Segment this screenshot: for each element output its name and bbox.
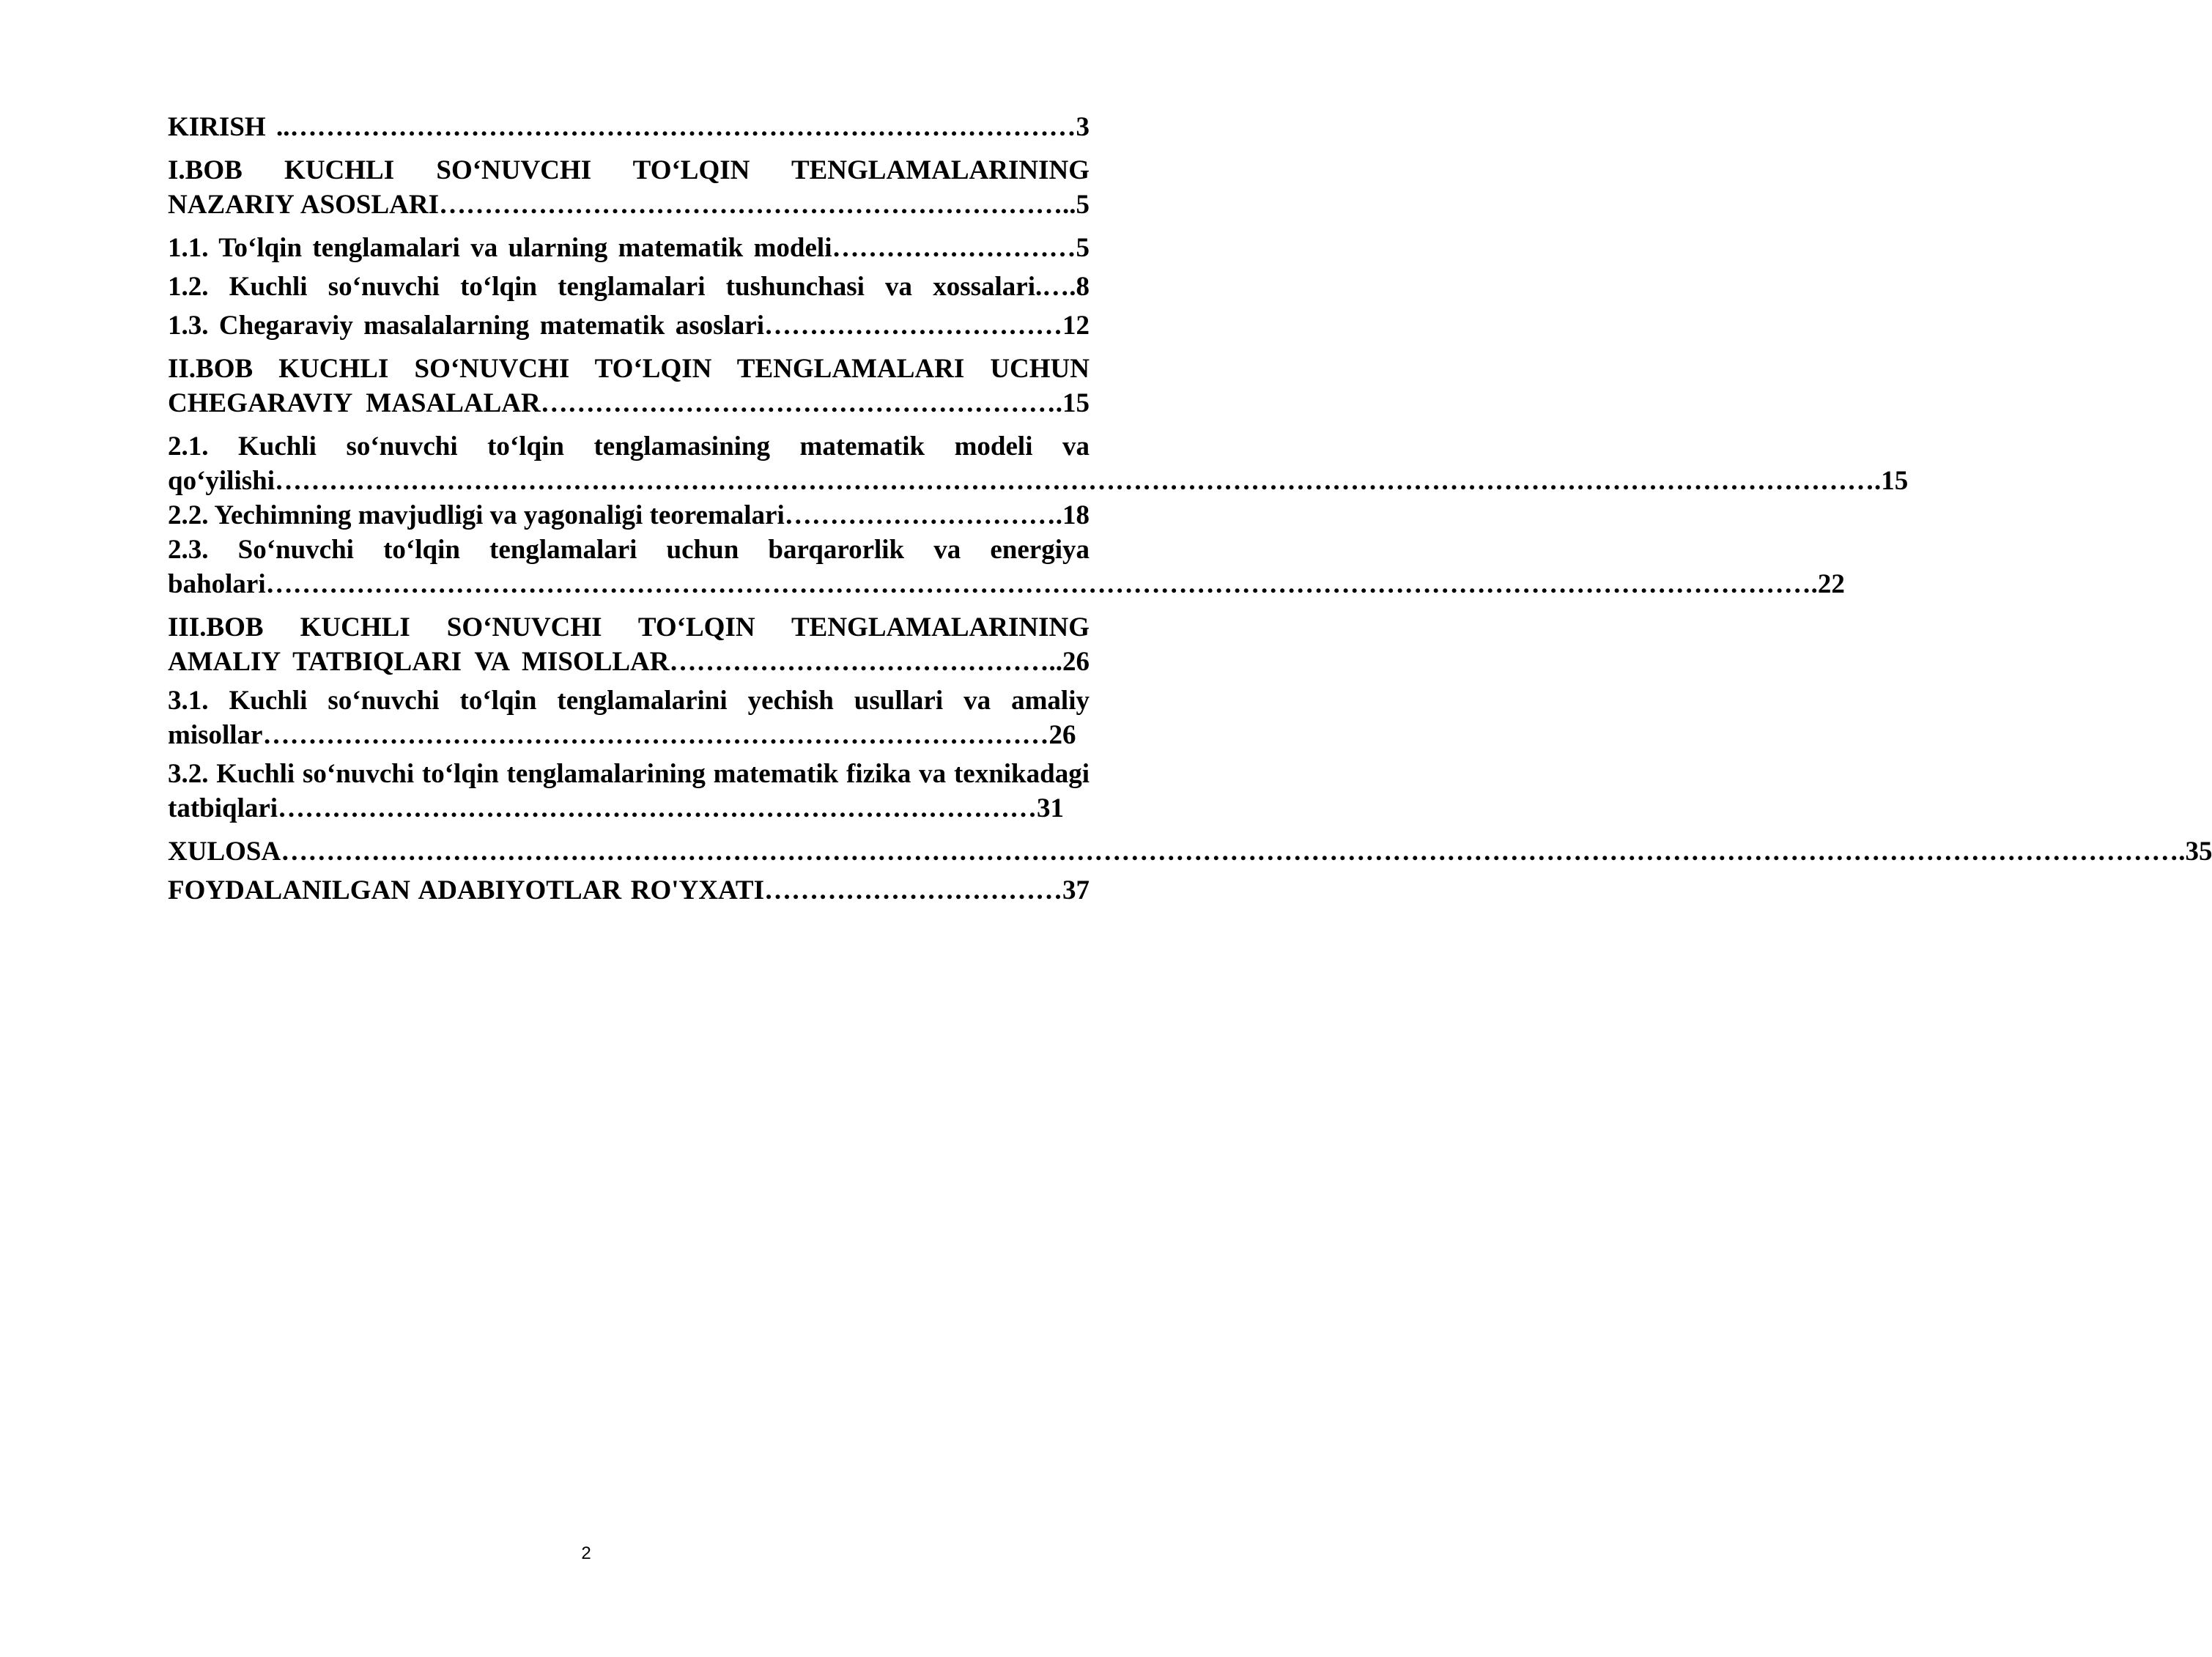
toc-section-3-2-line-2[interactable]: tatbiqlari…………………………………………………………………………31 [168, 793, 1065, 823]
toc-chapter-2-title-line-1[interactable]: II.BOB KUCHLI SO‘NUVCHI TO‘LQIN TENGLAMALARI UCHUN [168, 354, 1090, 384]
toc-section-2-1-line-1[interactable]: 2.1. Kuchli so‘nuvchi to‘lqin tenglamasining matematik modeli va [168, 431, 1090, 461]
toc-section-3-1-line-1[interactable]: 3.1. Kuchli so‘nuvchi to‘lqin tenglamalarini yechish usullari va amaliy [168, 686, 1090, 716]
toc-section-1-2[interactable]: 1.2. Kuchli so‘nuvchi to‘lqin tenglamalari tushunchasi va xossalari.….8 [168, 272, 1090, 302]
toc-section-2-1-line-2[interactable]: qo‘yilishi…………………………………………………………………………………………………………………………………………………………….15 [168, 466, 1909, 496]
toc-entry-kirish[interactable]: KIRISH ..……………………………………………………………………………3 [168, 112, 1090, 142]
toc-chapter-3-title-line-1[interactable]: III.BOB KUCHLI SO‘NUVCHI TO‘LQIN TENGLAMALARINING [168, 612, 1090, 642]
toc-chapter-3-title-line-2[interactable]: AMALIY TATBIQLARI VA MISOLLAR……………………………………..26 [168, 647, 1090, 677]
toc-section-3-1-line-2[interactable]: misollar……………………………………………………………………………26 [168, 720, 1076, 750]
toc-chapter-2-title-line-2[interactable]: CHEGARAVIY MASALALAR………………………………………………….15 [168, 388, 1090, 418]
toc-section-2-2[interactable]: 2.2. Yechimning mavjudligi va yagonaligi teoremalari………………………….18 [168, 500, 1090, 530]
toc-section-1-1[interactable]: 1.1. To‘lqin tenglamalari va ularning matematik modeli………………………5 [168, 233, 1090, 263]
toc-entry-adabiyotlar[interactable]: FOYDALANILGAN ADABIYOTLAR RO'YXATI……………………………37 [168, 875, 1090, 905]
toc-section-3-2-line-1[interactable]: 3.2. Kuchli so‘nuvchi to‘lqin tenglamalarining matematik fizika va texnikadagi [168, 759, 1090, 789]
toc-chapter-1-title-line-1[interactable]: I.BOB KUCHLI SO‘NUVCHI TO‘LQIN TENGLAMALARINING [168, 155, 1090, 185]
toc-chapter-1-title-line-2[interactable]: NAZARIY ASOSLARI……………………………………………………………..5 [168, 190, 1090, 220]
table-of-contents [168, 110, 2212, 908]
toc-entry-xulosa[interactable]: XULOSA………………………………………………………………………………………………………………………………………………………………………………………….35 [168, 837, 2212, 867]
toc-section-2-3-line-1[interactable]: 2.3. So‘nuvchi to‘lqin tenglamalari uchun barqarorlik va energiya [168, 535, 1090, 565]
page-number: 2 [581, 1543, 591, 1563]
toc-section-1-3[interactable]: 1.3. Chegaraviy masalalarning matematik asoslari……………………………12 [168, 311, 1090, 341]
toc-section-2-3-line-2[interactable]: baholari……………………………………………………………………………………………………………………………………………………….22 [168, 569, 1845, 599]
